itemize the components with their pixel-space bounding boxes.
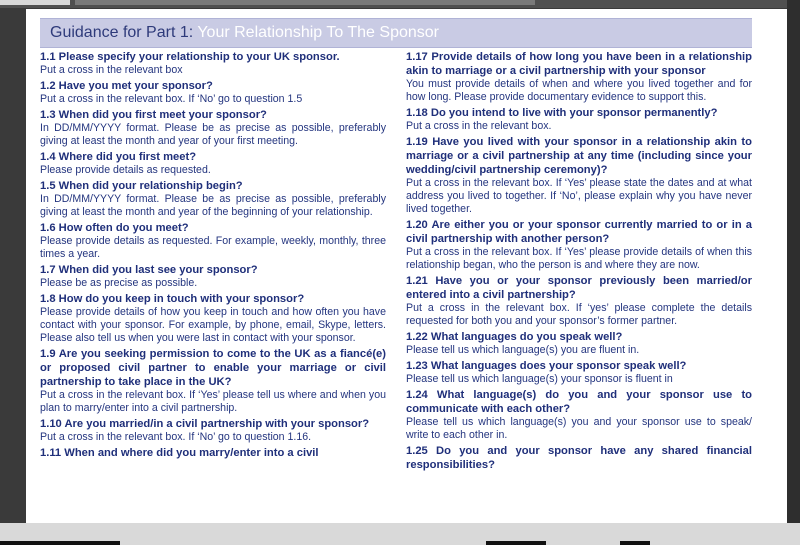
question-text: 1.19 Have you lived with your sponsor in a relationship akin to marriage or a civil partnership at any time (including since your wedding/civil partnership ceremony)? [406,136,752,176]
guidance-item [406,50,752,104]
guidance-text: Please tell us which language(s) your sponsor is fluent in [406,373,673,385]
guidance-text: Put a cross in the relevant box. If ‘yes’ please complete the details requested for both you and your sponsor’s former partner. [406,302,752,327]
guidance-item [40,108,386,148]
guidance-text: Please provide details of how you keep in touch and how often you have contact with your sponsor. For example, by phone, email, Skype, letters. Please also tell us when you were last in contact with your sponsor. [40,306,386,344]
document-page [26,9,787,523]
bottom-control [486,541,546,545]
question-text: 1.8 How do you keep in touch with your sponsor? [40,293,305,305]
guidance-item [40,347,386,415]
guidance-item [406,135,752,216]
question-text: 1.10 Are you married/in a civil partnership with your sponsor? [40,418,370,430]
scrollbar-track[interactable] [787,0,800,545]
guidance-text: Please provide details as requested. For example, weekly, monthly, three times a year. [40,235,386,260]
guidance-text: In DD/MM/YYYY format. Please be as precise as possible, preferably giving at least the month and year of the beginning of your relationship. [40,193,386,218]
question-text: 1.5 When did your relationship begin? [40,180,243,192]
question-text: 1.18 Do you intend to live with your sponsor permanently? [406,107,718,119]
guidance-item [40,79,386,106]
guidance-item [40,179,386,219]
guidance-text: Put a cross in the relevant box. If ‘Yes’ please tell us where and when you plan to marry/enter into a civil partnership. [40,389,386,414]
bottom-control [620,541,650,545]
guidance-item [40,417,386,444]
question-text: 1.22 What languages do you speak well? [406,331,623,343]
question-text: 1.25 Do you and your sponsor have any shared financial responsibilities? [406,445,752,471]
right-column [406,50,752,474]
question-text: 1.17 Provide details of how long you have been in a relationship akin to marriage or a civil partnership with your sponsor [406,51,752,77]
guidance-item [406,274,752,328]
section-header [40,18,752,48]
question-text: 1.3 When did you first meet your sponsor? [40,109,267,121]
question-text: 1.2 Have you met your sponsor? [40,80,213,92]
left-column [40,50,386,462]
guidance-item [40,263,386,290]
viewer-toolbar [75,0,535,5]
question-text: 1.6 How often do you meet? [40,222,189,234]
guidance-item [406,106,752,133]
guidance-text: Put a cross in the relevant box. If ‘Yes’ please provide details of when this relationship began, who the person is and where they are now. [406,246,752,271]
question-text: 1.4 Where did you first meet? [40,151,197,163]
guidance-item [40,221,386,261]
viewer-top-bar [0,0,800,8]
guidance-text: Please tell us which language(s) you and your sponsor use to speak/ write to each other in. [406,416,752,441]
guidance-item [406,388,752,442]
guidance-item [406,330,752,357]
guidance-text: You must provide details of when and where you lived together and for how long. Please provide documentary evidence to support this. [406,78,752,103]
viewer-bottom-bar [0,523,800,545]
guidance-text: Put a cross in the relevant box. If ‘Yes’ please state the dates and at what address you lived to together. If ‘No’, please explain why you have never lived together. [406,177,752,215]
guidance-text: Put a cross in the relevant box. If ‘No’ go to question 1.16. [40,431,312,443]
section-title-prefix: Guidance for Part 1: [50,24,194,41]
guidance-item [406,218,752,272]
question-text: 1.23 What languages does your sponsor speak well? [406,360,687,372]
guidance-text: Please provide details as requested. [40,164,211,176]
guidance-text: Please tell us which language(s) you are fluent in. [406,344,640,356]
question-text: 1.11 When and where did you marry/enter into a civil [40,447,319,459]
question-text: 1.1 Please specify your relationship to your UK sponsor. [40,51,340,63]
guidance-item [406,359,752,386]
question-text: 1.7 When did you last see your sponsor? [40,264,258,276]
section-title-suffix: Your Relationship To The Sponsor [197,24,439,41]
question-text: 1.21 Have you or your sponsor previously been married/or entered into a civil partnership? [406,275,752,301]
guidance-item [40,292,386,345]
guidance-text: Put a cross in the relevant box. If ‘No’ go to question 1.5 [40,93,303,105]
bottom-control [0,541,120,545]
guidance-item [40,150,386,177]
question-text: 1.24 What language(s) do you and your sponsor use to communicate with each other? [406,389,752,415]
guidance-item [40,446,386,460]
section-title [50,24,439,42]
guidance-text: Put a cross in the relevant box. [406,120,552,132]
question-text: 1.9 Are you seeking permission to come to the UK as a fiancé(e) or proposed civil partner to enable your marriage or civil partnership to take place in the UK? [40,348,386,388]
guidance-text: In DD/MM/YYYY format. Please be as precise as possible, preferably giving at least the month and year of your first meeting. [40,122,386,147]
question-text: 1.20 Are either you or your sponsor currently married to or in a civil partnership with another person? [406,219,752,245]
guidance-item [406,444,752,472]
guidance-text: Put a cross in the relevant box [40,64,183,76]
viewer-tab[interactable] [0,0,70,5]
guidance-item [40,50,386,77]
guidance-text: Please be as precise as possible. [40,277,198,289]
